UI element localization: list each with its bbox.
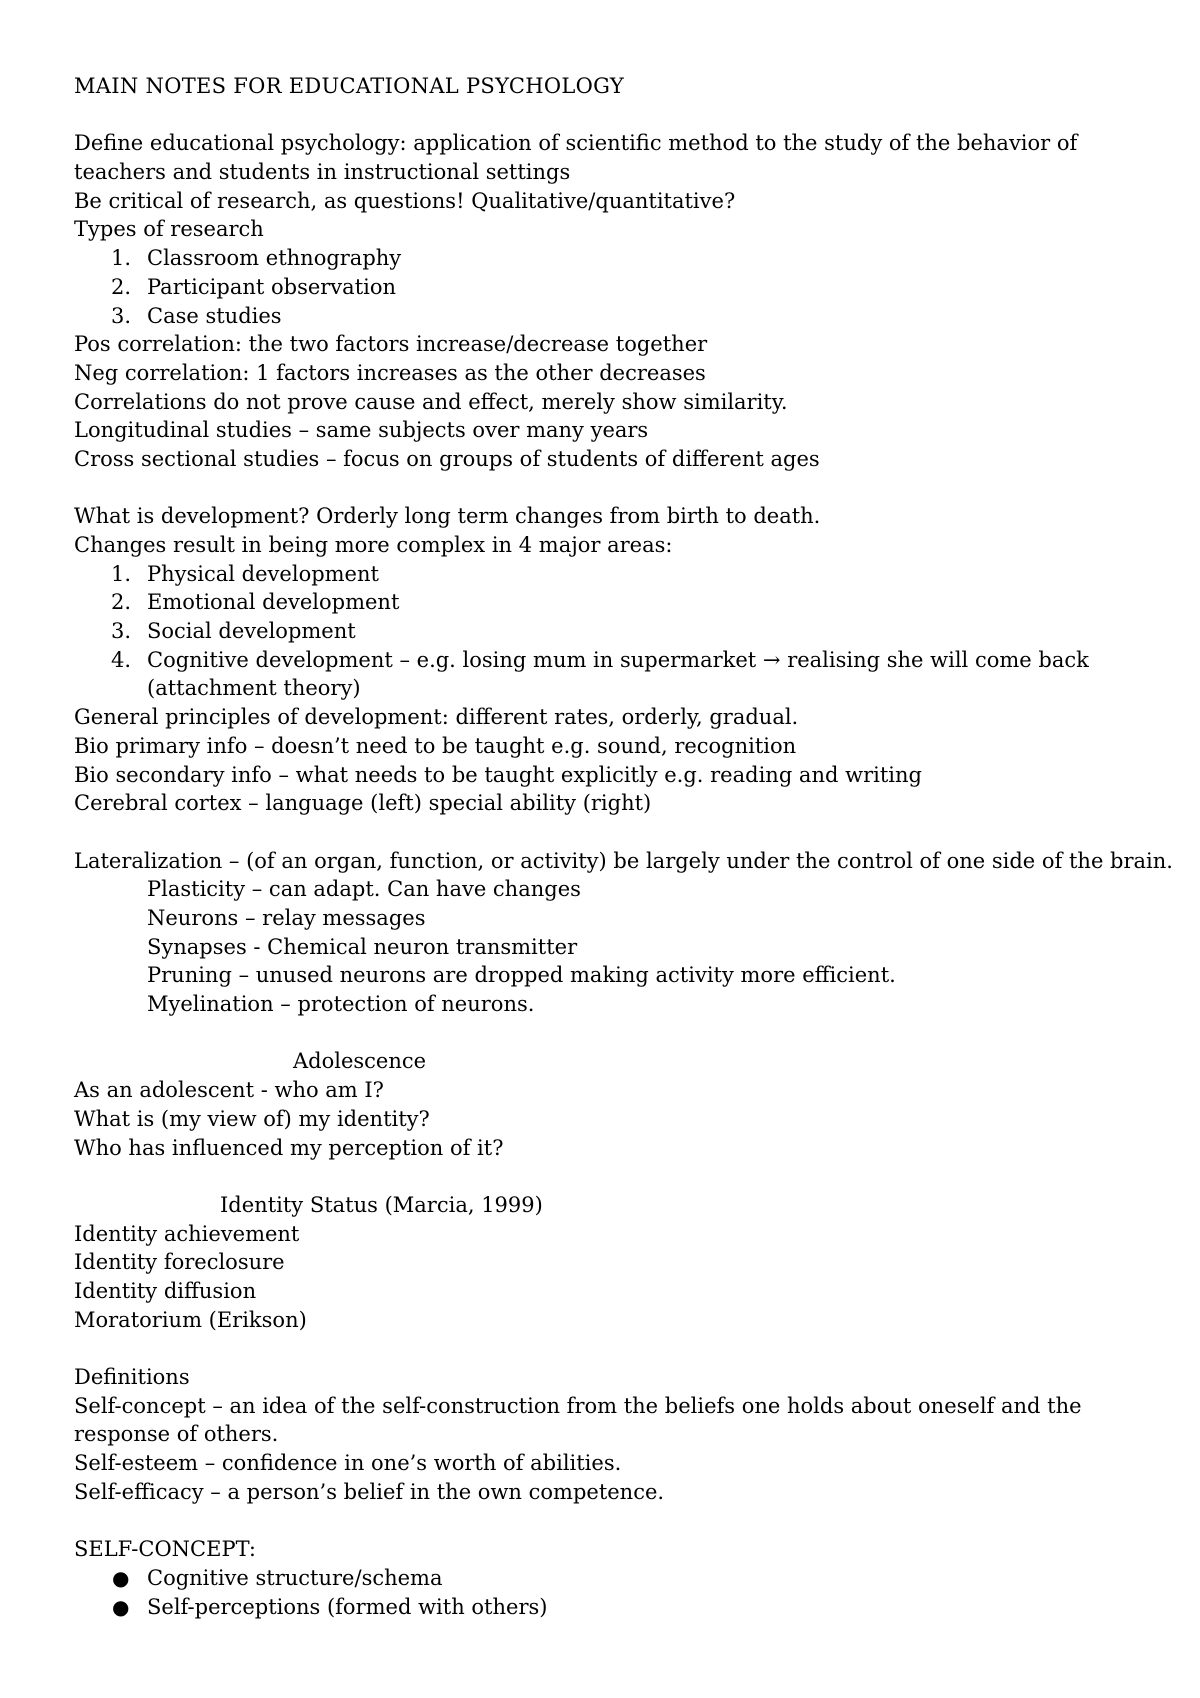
adolescence-question: Who has influenced my perception of it? [74, 1135, 504, 1160]
identity-status-item: Moratorium (Erikson) [74, 1307, 307, 1332]
cross-sectional-line: Cross sectional studies – focus on groups of students of different ages [74, 446, 820, 471]
pos-correlation-line: Pos correlation: the two factors increase/decrease together [74, 332, 708, 357]
spacer [74, 1334, 1154, 1363]
brain-term-line: Neurons – relay messages [147, 906, 426, 930]
list-item-text: Emotional development [147, 590, 400, 615]
list-item [74, 244, 1154, 273]
spacer [74, 1506, 1154, 1535]
bullet-icon: ● [112, 1565, 130, 1590]
identity-status-item: Identity foreclosure [74, 1250, 285, 1275]
list-item-text: Social development [147, 619, 356, 644]
brain-term-line: Myelination – protection of neurons. [147, 992, 535, 1017]
neg-correlation-line: Neg correlation: 1 factors increases as the other decreases [74, 360, 706, 385]
adolescence-heading: Adolescence [293, 1049, 427, 1074]
definition-paragraph: Define educational psychology: application of scientific method to the study of the behavior of teachers and students in instructional settings [74, 131, 1078, 185]
list-number: 2. [111, 274, 132, 299]
self-concept-definition: Self-concept – an idea of the self-construction from the beliefs one holds about oneself and the response of others. [74, 1393, 1082, 1447]
development-definition-line: What is development? Orderly long term changes from birth to death. [74, 504, 821, 529]
bullet-item [74, 1593, 1154, 1622]
list-item-text: Participant observation [147, 274, 397, 299]
identity-status-item: Identity achievement [74, 1221, 300, 1246]
bullet-item-text: Cognitive structure/schema [147, 1565, 443, 1590]
bullet-icon: ● [112, 1594, 130, 1619]
list-number: 1. [111, 246, 132, 271]
page-title: MAIN NOTES FOR EDUCATIONAL PSYCHOLOGY [74, 74, 625, 98]
list-item-text: Classroom ethnography [147, 246, 402, 271]
spacer [74, 1162, 1154, 1191]
list-item [74, 560, 1154, 589]
adolescence-question: As an adolescent - who am I? [74, 1078, 384, 1103]
development-principles-line: General principles of development: different rates, orderly, gradual. [74, 705, 799, 730]
definitions-heading: Definitions [74, 1365, 190, 1389]
list-number: 4. [111, 647, 132, 672]
list-item-text: Cognitive development – e.g. losing mum in supermarket → realising she will come back (attachment theory) [147, 647, 1089, 701]
list-number: 2. [111, 590, 132, 615]
bullet-item-text: Self-perceptions (formed with others) [147, 1594, 548, 1619]
research-types-heading: Types of research [74, 217, 264, 242]
bio-secondary-line: Bio secondary info – what needs to be taught explicitly e.g. reading and writing [74, 762, 922, 787]
list-number: 3. [111, 619, 132, 644]
development-changes-line: Changes result in being more complex in 4 major areas: [74, 533, 673, 558]
document-body [74, 72, 1173, 1621]
list-item-text: Case studies [147, 303, 282, 328]
list-item-text: Physical development [147, 561, 379, 586]
brain-term-line: Plasticity – can adapt. Can have changes [147, 877, 581, 902]
lateralization-line: Lateralization – (of an organ, function, or activity) be largely under the control of one side of the brain. [74, 848, 1173, 873]
list-number: 3. [111, 303, 132, 328]
identity-status-heading: Identity Status (Marcia, 1999) [220, 1192, 543, 1217]
list-item [74, 646, 1154, 703]
list-number: 1. [111, 561, 132, 586]
bio-primary-line: Bio primary info – doesn’t need to be taught e.g. sound, recognition [74, 733, 797, 758]
spacer [74, 474, 1154, 503]
longitudinal-line: Longitudinal studies – same subjects over many years [74, 418, 649, 443]
list-item [74, 588, 1154, 617]
self-efficacy-definition: Self-efficacy – a person’s belief in the own competence. [74, 1479, 665, 1504]
self-concept-heading: SELF-CONCEPT: [74, 1537, 256, 1562]
critical-research-line: Be critical of research, as questions! Qualitative/quantitative? [74, 188, 736, 213]
brain-term-line: Pruning – unused neurons are dropped making activity more efficient. [147, 963, 896, 988]
bullet-item [74, 1564, 1154, 1593]
self-esteem-definition: Self-esteem – confidence in one’s worth of abilities. [74, 1451, 622, 1476]
correlations-note-line: Correlations do not prove cause and effect, merely show similarity. [74, 389, 788, 414]
list-item [74, 273, 1154, 302]
brain-term-line: Synapses - Chemical neuron transmitter [147, 934, 578, 959]
cerebral-cortex-line: Cerebral cortex – language (left) special ability (right) [74, 791, 652, 816]
spacer [74, 101, 1154, 130]
adolescence-question: What is (my view of) my identity? [74, 1106, 430, 1131]
spacer [74, 1019, 1154, 1048]
list-item [74, 617, 1154, 646]
identity-status-item: Identity diffusion [74, 1278, 257, 1303]
spacer [74, 818, 1154, 847]
list-item [74, 302, 1154, 331]
